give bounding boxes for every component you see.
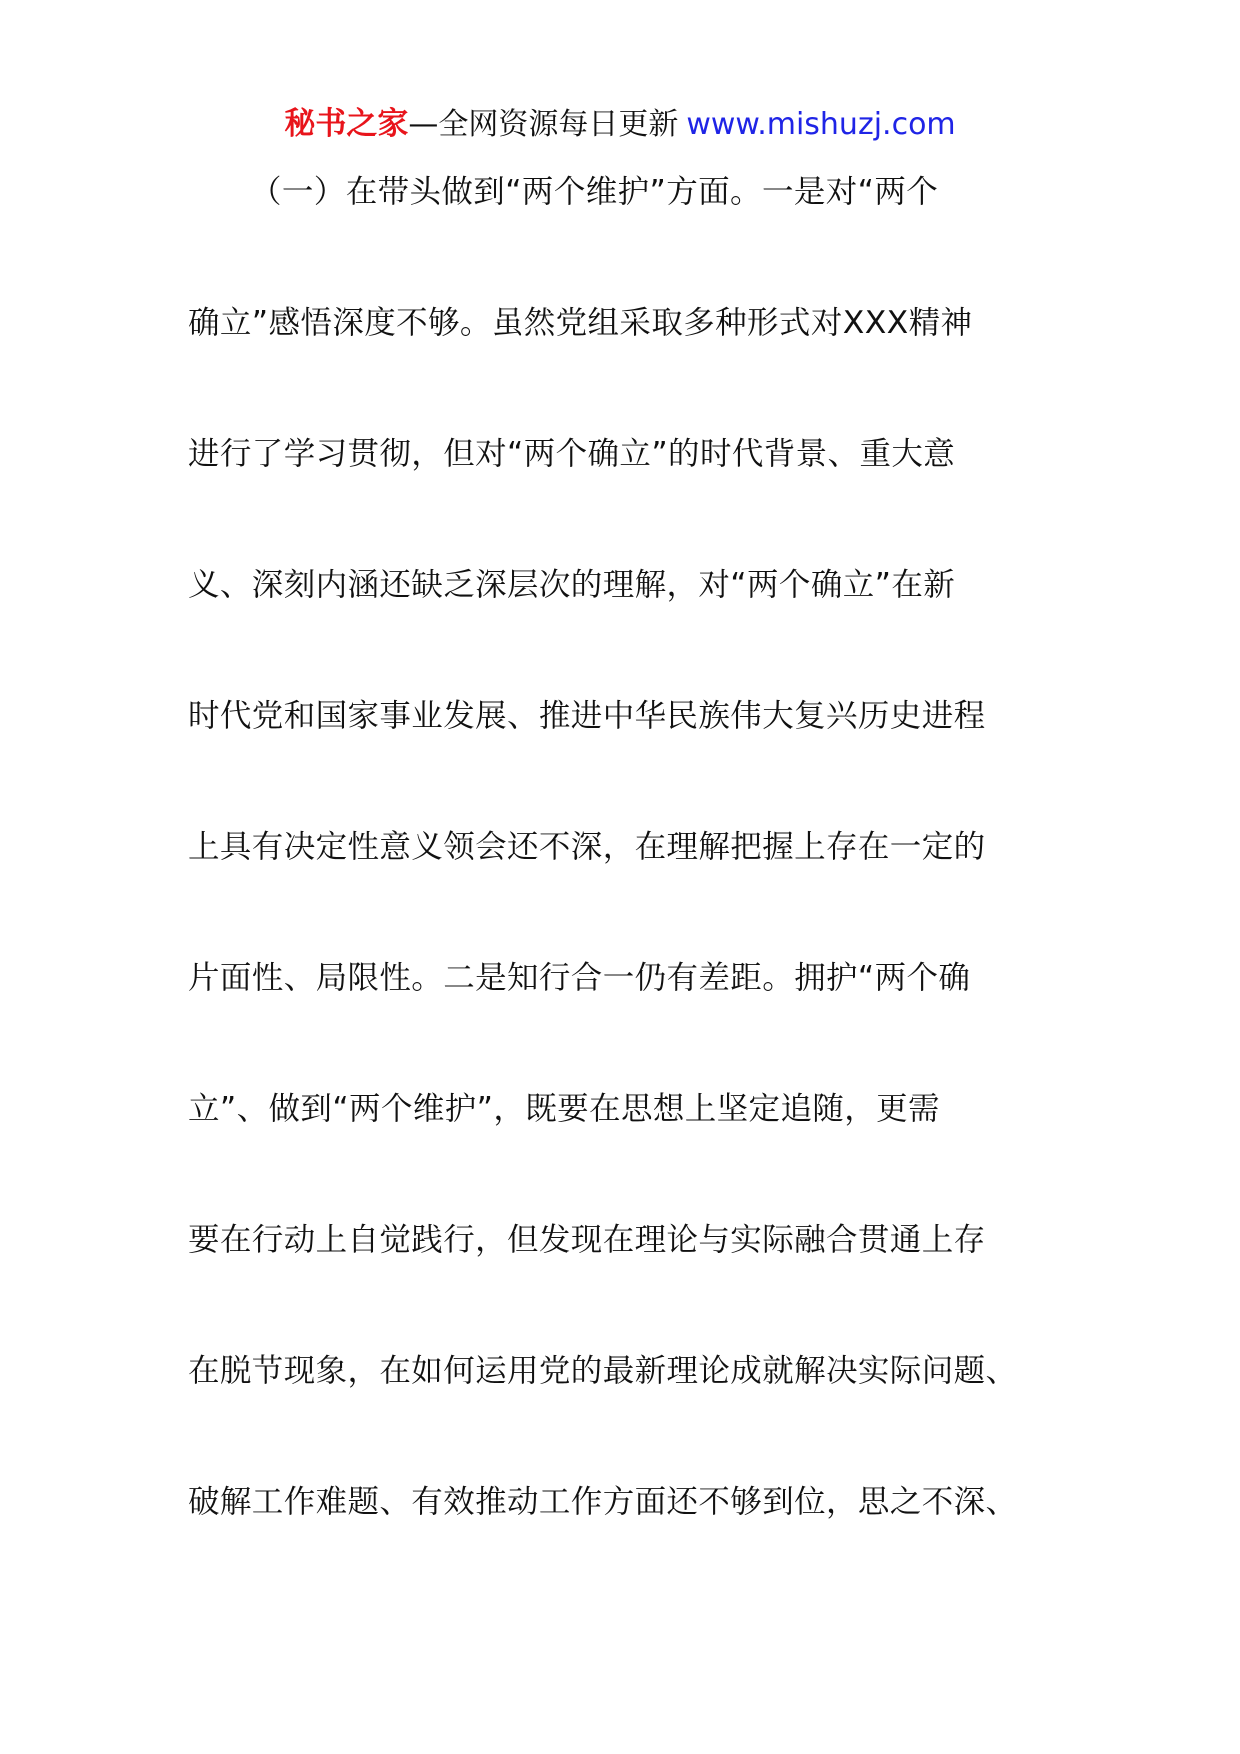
paragraph-line: 义、深刻内涵还缺乏深层次的理解，对“两个确立”在新 (188, 567, 956, 603)
paragraph-line: 在脱节现象，在如何运用党的最新理论成就解决实际问题、 (188, 1353, 1018, 1389)
document-body (188, 152, 1060, 1593)
paragraph-line: 上具有决定性意义领会还不深，在理解把握上存在一定的 (188, 829, 986, 865)
paragraph-line: 立”、做到“两个维护”，既要在思想上坚定追随，更需 (188, 1091, 940, 1127)
site-header (0, 104, 1240, 145)
paragraph-line: 时代党和国家事业发展、推进中华民族伟大复兴历史进程 (188, 698, 986, 734)
site-url-link[interactable]: www.mishuzj.com (686, 107, 956, 142)
paragraph-line: 确立”感悟深度不够。虽然党组采取多种形式对XXX精神 (188, 305, 973, 341)
paragraph-line: 进行了学习贯彻，但对“两个确立”的时代背景、重大意 (188, 436, 956, 472)
paragraph-line: 片面性、局限性。二是知行合一仍有差距。拥护“两个确 (188, 960, 971, 996)
paragraph-line: （一）在带头做到“两个维护”方面。一是对“两个 (250, 174, 939, 210)
brand-name: 秘书之家 (284, 106, 409, 142)
paragraph-line: 要在行动上自觉践行，但发现在理论与实际融合贯通上存 (188, 1222, 986, 1258)
header-tagline: —全网资源每日更新 (408, 107, 679, 142)
paragraph-line: 破解工作难题、有效推动工作方面还不够到位，思之不深、 (188, 1484, 1018, 1520)
